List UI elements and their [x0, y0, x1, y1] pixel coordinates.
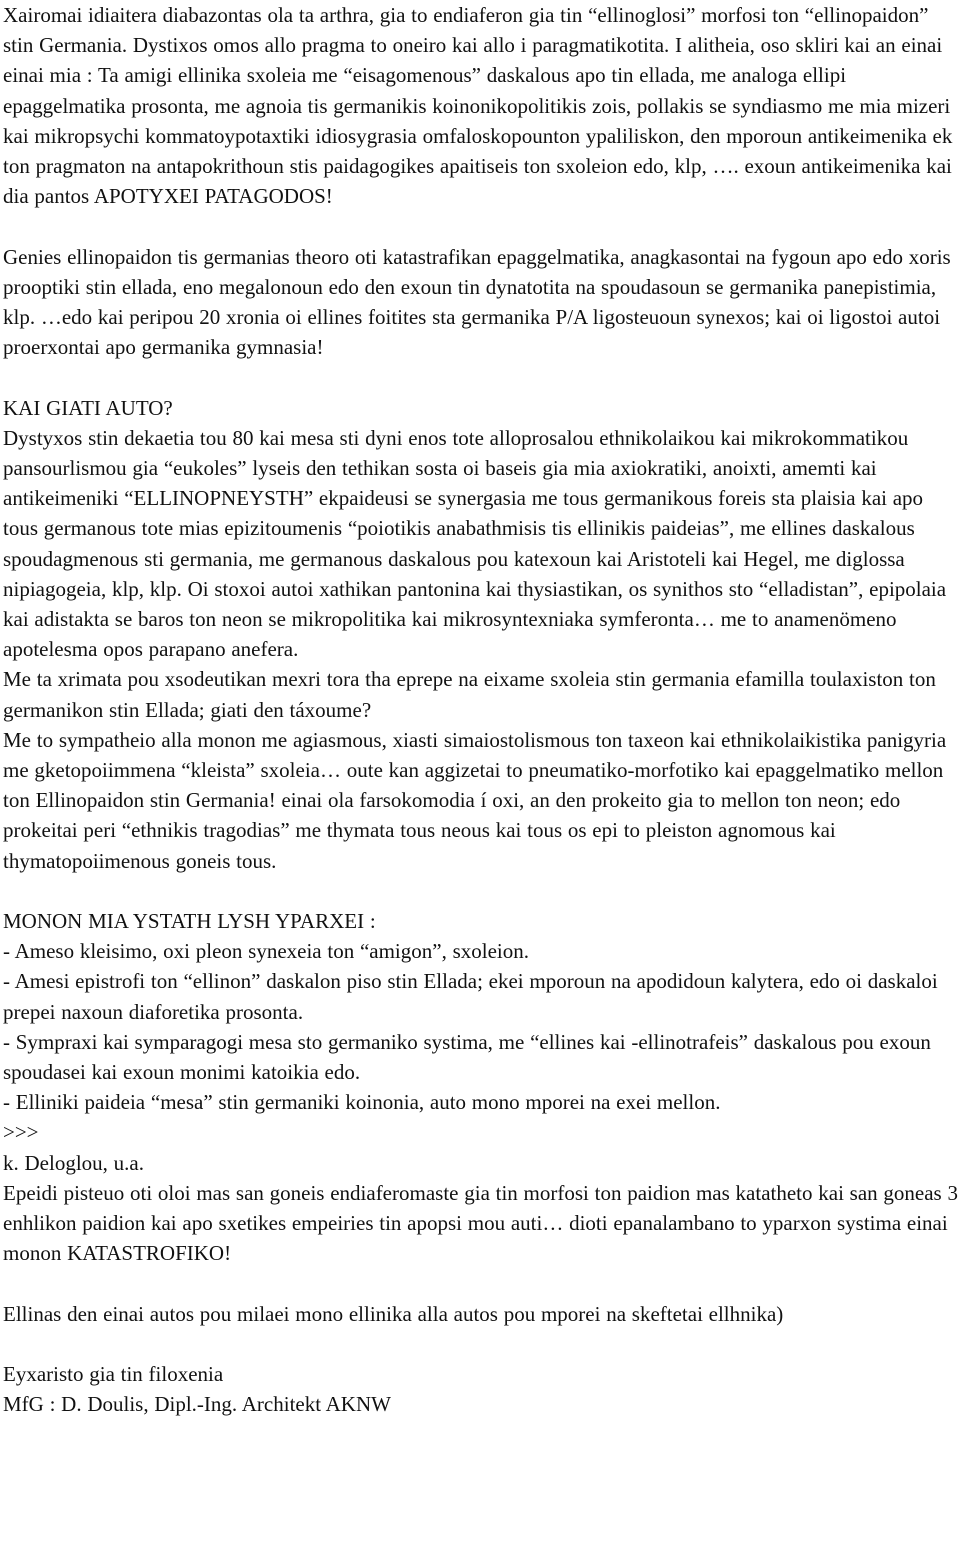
author-line: k. Deloglou, u.a. — [3, 1150, 144, 1175]
list-item: - Ameso kleisimo, oxi pleon synexeia ton “amigon”, sxoleion. — [3, 939, 529, 964]
text-line: Me ta xrimata pou xsodeutikan mexri tora tha eprepe na eixame sxoleia stin germania efamilla toulaxiston ton germanikon stin Ellada; giati den táxoume? — [3, 667, 936, 722]
text-line: Epeidi pisteuo oti oloi mas san goneis endiaferomaste gia tin morfosi ton paidion mas katatheto kai san goneas 3 enhlikon paidion kai apo sxetikes empeiries tin apopsi mou auti… dioti epanalambano to yparxon systima einai monon KATASTROFIKO! — [3, 1180, 958, 1266]
text-line: Me to sympatheio alla monon me agiasmous, xiasti simaiostolismous ton taxeon kai ethnikolaikistika panigyria me gketopoiimmena “kleista” sxoleia… oute kan aggizetai to pneumatiko-morfotiko kai epaggelmatiko mellon ton Ellinopaidon stin Germania! einai ola farsokomodia í oxi, an den prokeito gia to mellon ton neon; edo prokeitai peri “ethnikis tragodias” me thymata tous neous kai tous os epi to pleiston agnomous kai thymatopoiimenous goneis tous. — [3, 727, 947, 873]
paragraph-ellinas — [3, 1299, 958, 1329]
closing-line: Eyxaristo gia tin filoxenia — [3, 1362, 224, 1387]
section-heading: KAI GIATI AUTO? — [3, 395, 173, 420]
list-item: - Elliniki paideia “mesa” stin germaniki koinonia, auto mono mporei na exei mellon. — [3, 1090, 721, 1115]
text-line: Dystyxos stin dekaetia tou 80 kai mesa sti dyni enos tote alloprosalou ethnikolaikou kai mikrokommatikou pansourlismou gia “eukoles” lyseis den tethikan sosta oi baseis gia mia axiokratiki, anoixti, amemti kai antikeimeniki “ELLINOPNEYSTH” ekpaideusi se synergasia me tous germanikous foreis sta plaisia kai apo tous germanous tote mias epizitoumenis “poiotikis anabathmisis tis ellinikis paideias”, me ellines daskalous spoudagmenous sti germania, me germanous daskalous pou katexoun kai Aristoteli kai Hegel, me diglossa nipiagogeia, klp, klp. Oi stoxoi autoi xathikan pantonina kai thysiastikan, os synithos sto “elladistan”, epipolaia kai adistakta se baros ton neon se mikropolitika kai mikrosyntexniaka symferonta… me to anamenömeno apotelesma opos parapano anefera. — [3, 425, 947, 662]
list-item: - Sympraxi kai symparagogi mesa sto germaniko systima, me “ellines kai -ellinotrafeis” daskalous pou exoun spoudasei kai exoun monimi katoikia edo. — [3, 1029, 931, 1085]
quote-marker: >>> — [3, 1120, 39, 1145]
paragraph-why — [3, 393, 958, 876]
text-line: Ellinas den einai autos pou milaei mono ellinika alla autos pou mporei na skeftetai ellhnika) — [3, 1301, 784, 1326]
paragraph-intro — [3, 0, 958, 211]
paragraph-generations — [3, 242, 958, 363]
section-heading: MONON MIA YSTATH LYSH YPARXEI : — [3, 909, 376, 934]
list-item: - Amesi epistrofi ton “ellinon” daskalon piso stin Ellada; ekei mporoun na apodidoun kalytera, edo oi daskaloi prepei naxoun diaforetika prosonta. — [3, 969, 938, 1024]
paragraph-signature — [3, 1359, 958, 1419]
signature-line: MfG : D. Doulis, Dipl.-Ing. Architekt AKNW — [3, 1392, 391, 1417]
paragraph-solution — [3, 906, 958, 1268]
text-line: Xairomai idiaitera diabazontas ola ta arthra, gia to endiaferon gia tin “ellinoglosi” morfosi ton “ellinopaidon” stin Germania. Dystixos omos allo pragma to oneiro kai allo i paragmatikotita. I alitheia, oso skliri kai an einai einai mia : Ta amigi ellinika sxoleia me “eisagomenous” daskalous apo tin ellada, me analoga ellipi epaggelmatika prosonta, me agnoia tis germanikis koinonikopolitikis zois, pollakis se syndiasmo me mia mizeri kai mikropsychi kommatoypotaxtiki idiosygrasia omfaloskopounton ypaliliskon, den mporoun antikeimenika ek ton pragmaton na antapokrithoun stis paidagogikes apaitiseis ton sxoleion edo, klp, …. exoun antikeimenika kai dia pantos APOTYXEI PATAGODOS! — [3, 3, 953, 209]
text-line: Genies ellinopaidon tis germanias theoro oti katastrafikan epaggelmatika, anagkasontai na fygoun apo edo xoris prooptiki stin ellada, eno megalonoun edo den exoun tin dynatotita na spoudasoun se germanika panepistimia, klp. …edo kai peripou 20 xronia oi ellines foitites sta germanika P/A ligosteuoun synexos; kai oi ligostoi autoi proerxontai apo germanika gymnasia! — [3, 244, 951, 360]
